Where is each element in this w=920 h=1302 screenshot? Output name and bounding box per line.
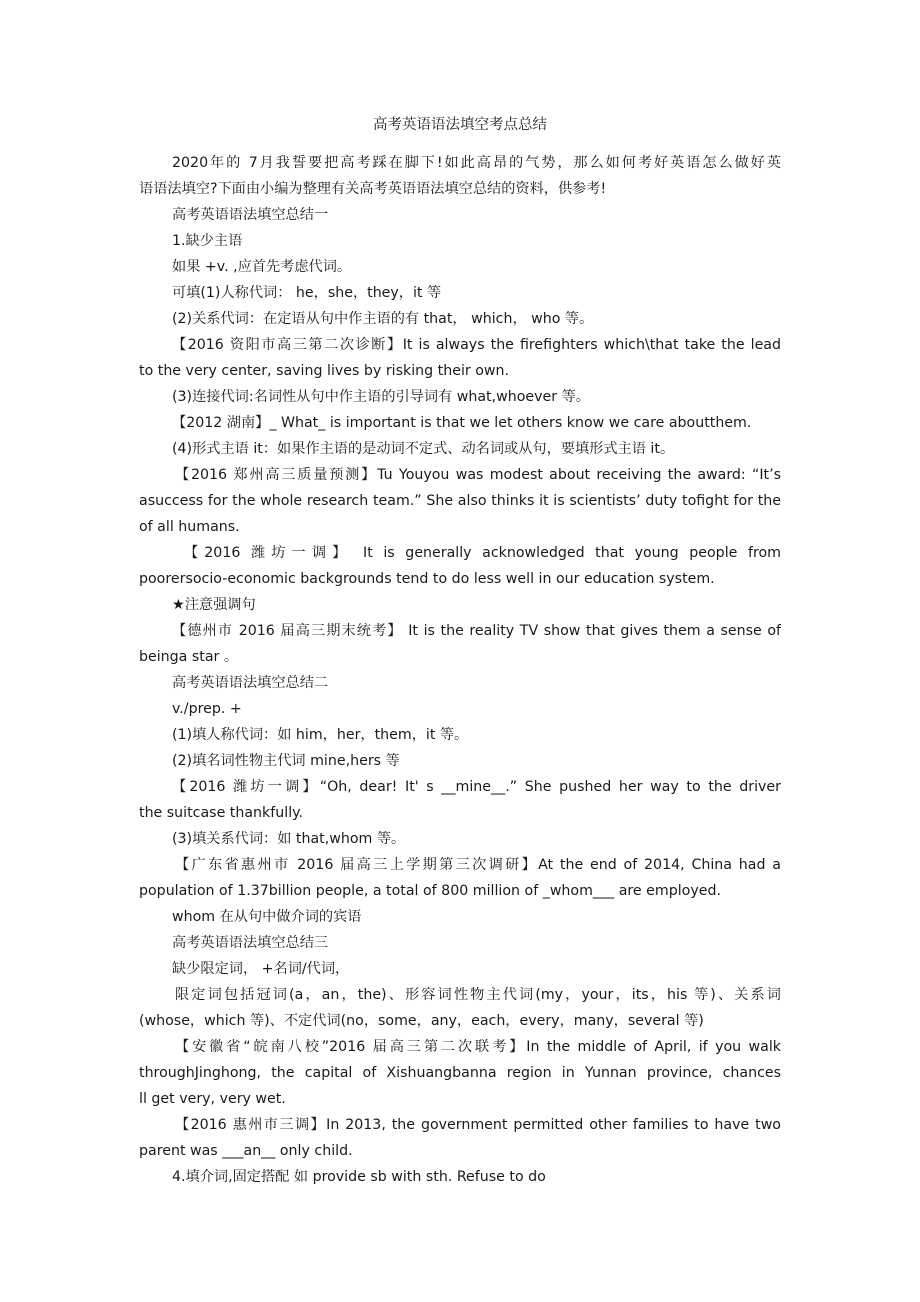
example-line: 【2016 郑州高三质量预测】Tu Youyou was modest about receiving the award: “It’s <box>175 467 781 483</box>
paragraph-line: whom 在从句中做介词的宾语 <box>172 909 362 925</box>
example-line: 【德州市 2016 届高三期末统考】 It is the reality TV show that gives them a sense of <box>172 623 781 639</box>
example-line: parent was ___an__ only child. <box>139 1143 353 1159</box>
section-heading: 高考英语语法填空总结二 <box>172 675 329 691</box>
example-line: of all humans. <box>139 519 240 535</box>
paragraph-line: 4.填介词,固定搭配 如 provide sb with sth. Refuse to do <box>172 1169 546 1185</box>
paragraph-line: (3)连接代词:名词性从句中作主语的引导词有 what,whoever 等。 <box>172 389 590 405</box>
paragraph-line: 如果 +v. ,应首先考虑代词。 <box>172 259 352 275</box>
paragraph-line: 可填(1)人称代词： he，she，they，it 等 <box>172 285 442 301</box>
example-line: population of 1.37billion people, a total of 800 million of _whom___ are employed. <box>139 883 721 899</box>
example-line: 【2016 惠州市三调】In 2013, the government permitted other families to have two <box>175 1117 781 1133</box>
paragraph-line: 语语法填空?下面由小编为整理有关高考英语语法填空总结的资料，供参考! <box>139 181 607 197</box>
example-line: to the very center, saving lives by risking their own. <box>139 363 510 379</box>
example-line: poorersocio-economic backgrounds tend to do less well in our education system. <box>139 571 715 587</box>
paragraph-line: 2020年的 7月我誓要把高考踩在脚下!如此高昂的气势，那么如何考好英语怎么做好英 <box>172 155 781 171</box>
example-line: 【2012 湖南】_ What_ is important is that we let others know we care aboutthem. <box>172 415 752 431</box>
example-line: asuccess for the whole research team.” She also thinks it is scientists’ duty tofight for the <box>139 493 781 509</box>
document-title: 高考英语语法填空考点总结 <box>373 117 547 133</box>
paragraph-line: (1)填人称代词：如 him，her，them，it 等。 <box>172 727 469 743</box>
paragraph-line: (2)填名词性物主代词 mine,hers 等 <box>172 753 400 769</box>
example-line: 【广东省惠州市 2016 届高三上学期第三次调研】At the end of 2014, China had a <box>175 857 781 873</box>
paragraph-line: 限定词包括冠词(a，an，the)、形容词性物主代词(my，your，its，his 等)、关系词 <box>175 987 781 1003</box>
example-line: the suitcase thankfully. <box>139 805 304 821</box>
example-line: ll get very, very wet. <box>139 1091 286 1107</box>
paragraph-line: 1.缺少主语 <box>172 233 243 249</box>
paragraph-line: v./prep. + <box>172 701 242 717</box>
note-line: ★注意强调句 <box>172 597 256 613</box>
example-line: throughJinghong, the capital of Xishuangbanna region in Yunnan province, chances <box>139 1065 781 1081</box>
paragraph-line: (4)形式主语 it：如果作主语的是动词不定式、动名词或从句，要填形式主语 it。 <box>172 441 675 457</box>
example-line: 【2016 潍坊一调】 It is generally acknowledged that young people from <box>184 545 781 561</box>
document-body <box>139 150 781 1190</box>
paragraph-line: (whose，which 等)、不定代词(no，some，any，each，every，many，several 等) <box>139 1013 704 1029</box>
section-heading: 高考英语语法填空总结三 <box>172 935 329 951</box>
paragraph-line: (3)填关系代词：如 that,whom 等。 <box>172 831 406 847</box>
paragraph-line: (2)关系代词：在定语从句中作主语的有 that， which， who 等。 <box>172 311 594 327</box>
example-line: 【安徽省“皖南八校”2016 届高三第二次联考】In the middle of April, if you walk <box>175 1039 781 1055</box>
paragraph-line: 缺少限定词， +名词/代词， <box>172 961 350 977</box>
example-line: beinga star 。 <box>139 649 239 665</box>
section-heading: 高考英语语法填空总结一 <box>172 207 329 223</box>
example-line: 【2016 资阳市高三第二次诊断】It is always the firefighters which\that take the lead <box>172 337 781 353</box>
example-line: 【2016 潍坊一调】“Oh, dear! It' s __mine__.” She pushed her way to the driver <box>172 779 781 795</box>
